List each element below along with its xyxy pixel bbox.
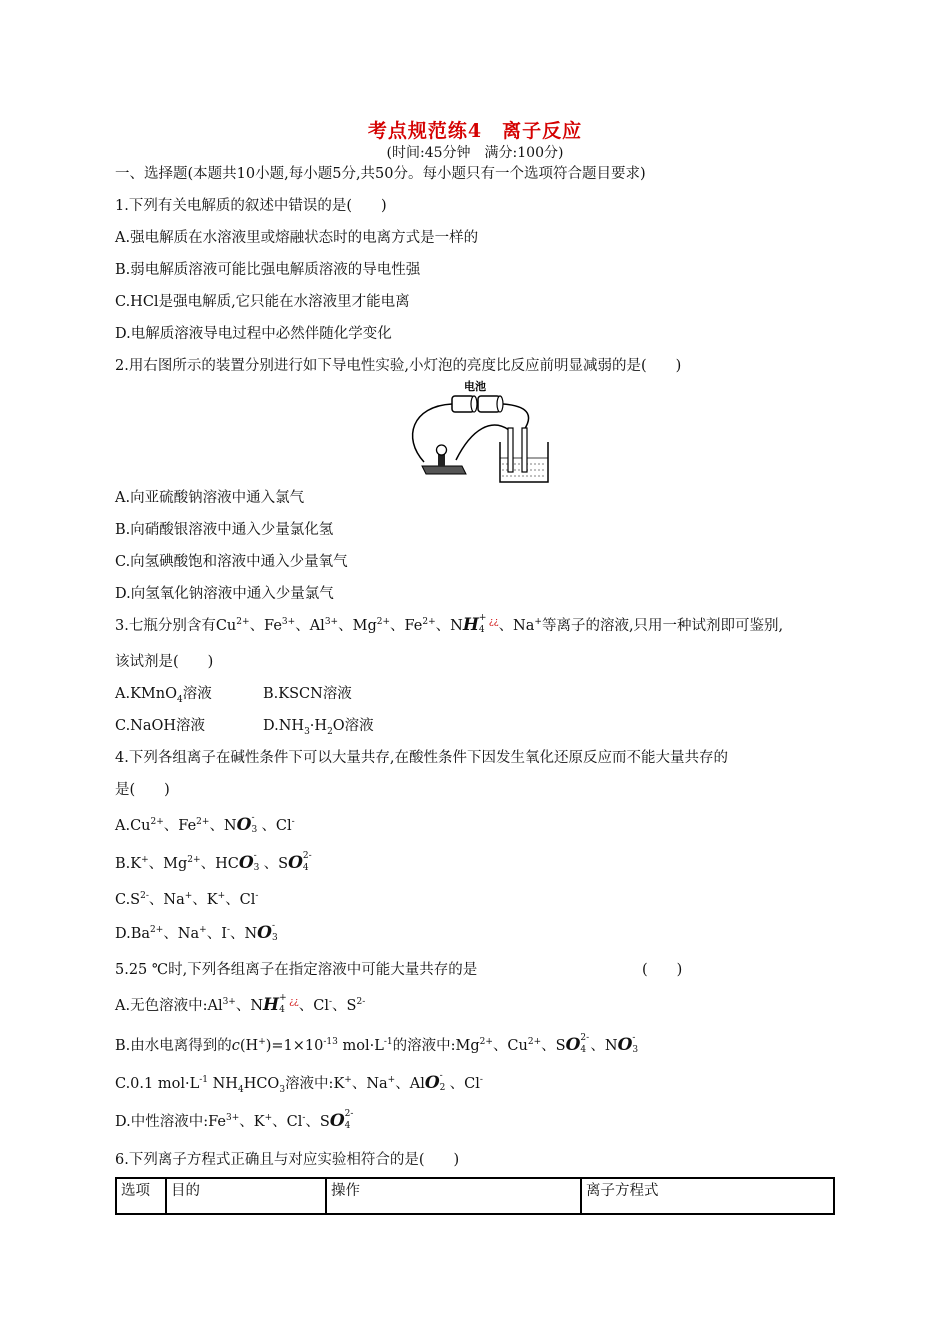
question-5-option-d: D.中性溶液中$:Fe^{3+}$、K+、Cl-、SO 2- 4: [115, 1109, 354, 1131]
question-3-option-b: B.KSCN溶液: [263, 686, 352, 702]
question-2-option-a: A.向亚硫酸钠溶液中通入氯气: [115, 490, 305, 506]
bulb-base: [422, 466, 466, 474]
question-5-option-b: B.由水电离得到的$c(H^+)=1\times 10^{-13}$ $mol\cdot L^{-1}$的溶液中$:Mg^{2+}$、$Cu^{2+}$、SO 2- 4 、NO - 3: [115, 1033, 639, 1055]
table-header-row: [116, 1178, 834, 1214]
electrode-right: [522, 428, 527, 472]
question-5-blank: ( ): [642, 962, 683, 978]
q3-stem-part-a: 3.七瓶分别含有Cu: [115, 618, 237, 634]
question-3-stem-line-2: 该试剂是( ): [115, 654, 214, 670]
electrode-left: [508, 428, 513, 472]
question-5-option-a: A.无色溶液中$:Al^{3+}$、NH + 4 ¿¿、Cl-、$S^{2-}$: [115, 993, 366, 1015]
apparatus-svg: [402, 378, 552, 488]
bulb-socket: [438, 454, 445, 466]
question-4-stem-line-2: 是( ): [115, 782, 170, 798]
question-3-option-d: $D.NH_3\cdot H_2O$溶液: [263, 718, 374, 737]
question-2-stem: 2.用右图所示的装置分别进行如下导电性实验,小灯泡的亮度比反应前明显减弱的是( ): [115, 358, 682, 374]
table-header-cell: 离子方程式: [581, 1178, 834, 1214]
question-4-option-a: $A.Cu^{2+}$、$Fe^{2+}$、NO - 3 、Cl-: [115, 813, 295, 835]
question-6-stem: 6.下列离子方程式正确且与对应实验相符合的是( ): [115, 1152, 460, 1168]
section-heading: 一、选择题(本题共10小题,每小题5分,共50分。每小题只有一个选项符合题目要求): [115, 166, 646, 182]
light-bulb: [437, 445, 447, 455]
q3-stem-part-b: 等离子的溶液,只用一种试剂即可鉴别,: [541, 618, 784, 634]
question-2-option-c: C.向氢碘酸饱和溶液中通入少量氧气: [115, 554, 348, 570]
question-3-option-c: C.NaOH溶液: [115, 718, 206, 734]
question-2-option-d: D.向氢氧化钠溶液中通入少量氯气: [115, 586, 334, 602]
table-header-cell: 操作: [326, 1178, 581, 1214]
question-3-stem: 3.七瓶分别含有$Cu^{2+}$、$Fe^{3+}$、$Al^{3+}$、$Mg^{2+}$、$Fe^{2+}$、NH + 4 ¿¿、Na+等离子的溶液,只用一种试剂即可鉴别,: [115, 613, 784, 635]
question-1-stem: 1.下列有关电解质的叙述中错误的是( ): [115, 198, 387, 214]
question-6-table: [115, 1177, 835, 1215]
question-4-stem: 4.下列各组离子在碱性条件下可以大量共存,在酸性条件下因发生氧化还原反应而不能大量共存的: [115, 750, 728, 766]
conductivity-apparatus-figure: [402, 378, 552, 492]
question-1-option-c: C.HCl是强电解质,它只能在水溶液里才能电离: [115, 294, 410, 310]
question-5-option-c: C.0.1 $mol\cdot L^{-1}$ $NH_4HCO_3$溶液中:K+、Na+、AlO - 2 、Cl-: [115, 1071, 483, 1095]
battery-label: 电池: [464, 380, 486, 393]
question-5-stem: 5.25 ℃时,下列各组离子在指定溶液中可能大量共存的是: [115, 962, 478, 978]
table-header-cell: 目的: [166, 1178, 326, 1214]
page-title: 考点规范练4 离子反应: [367, 120, 583, 142]
question-1-option-b: B.弱电解质溶液可能比强电解质溶液的导电性强: [115, 262, 421, 278]
question-4-option-b: B.K+、$Mg^{2+}$、HCO - 3 、SO 2- 4: [115, 851, 312, 873]
question-4-option-d: $D.Ba^{2+}$、Na+、I-、NO - 3: [115, 921, 278, 943]
page-subtitle: (时间:45分钟 满分:100分): [386, 145, 564, 161]
question-4-option-c: $C.S^{2-}$、Na+、K+、Cl-: [115, 891, 259, 908]
question-3-option-a: A.KMnO$_4$溶液: [115, 686, 212, 705]
question-1-option-a: A.强电解质在水溶液里或熔融状态时的电离方式是一样的: [115, 230, 479, 246]
question-2-option-b: B.向硝酸银溶液中通入少量氯化氢: [115, 522, 334, 538]
table-header-cell: 选项: [116, 1178, 166, 1214]
question-1-option-d: D.电解质溶液导电过程中必然伴随化学变化: [115, 326, 392, 342]
